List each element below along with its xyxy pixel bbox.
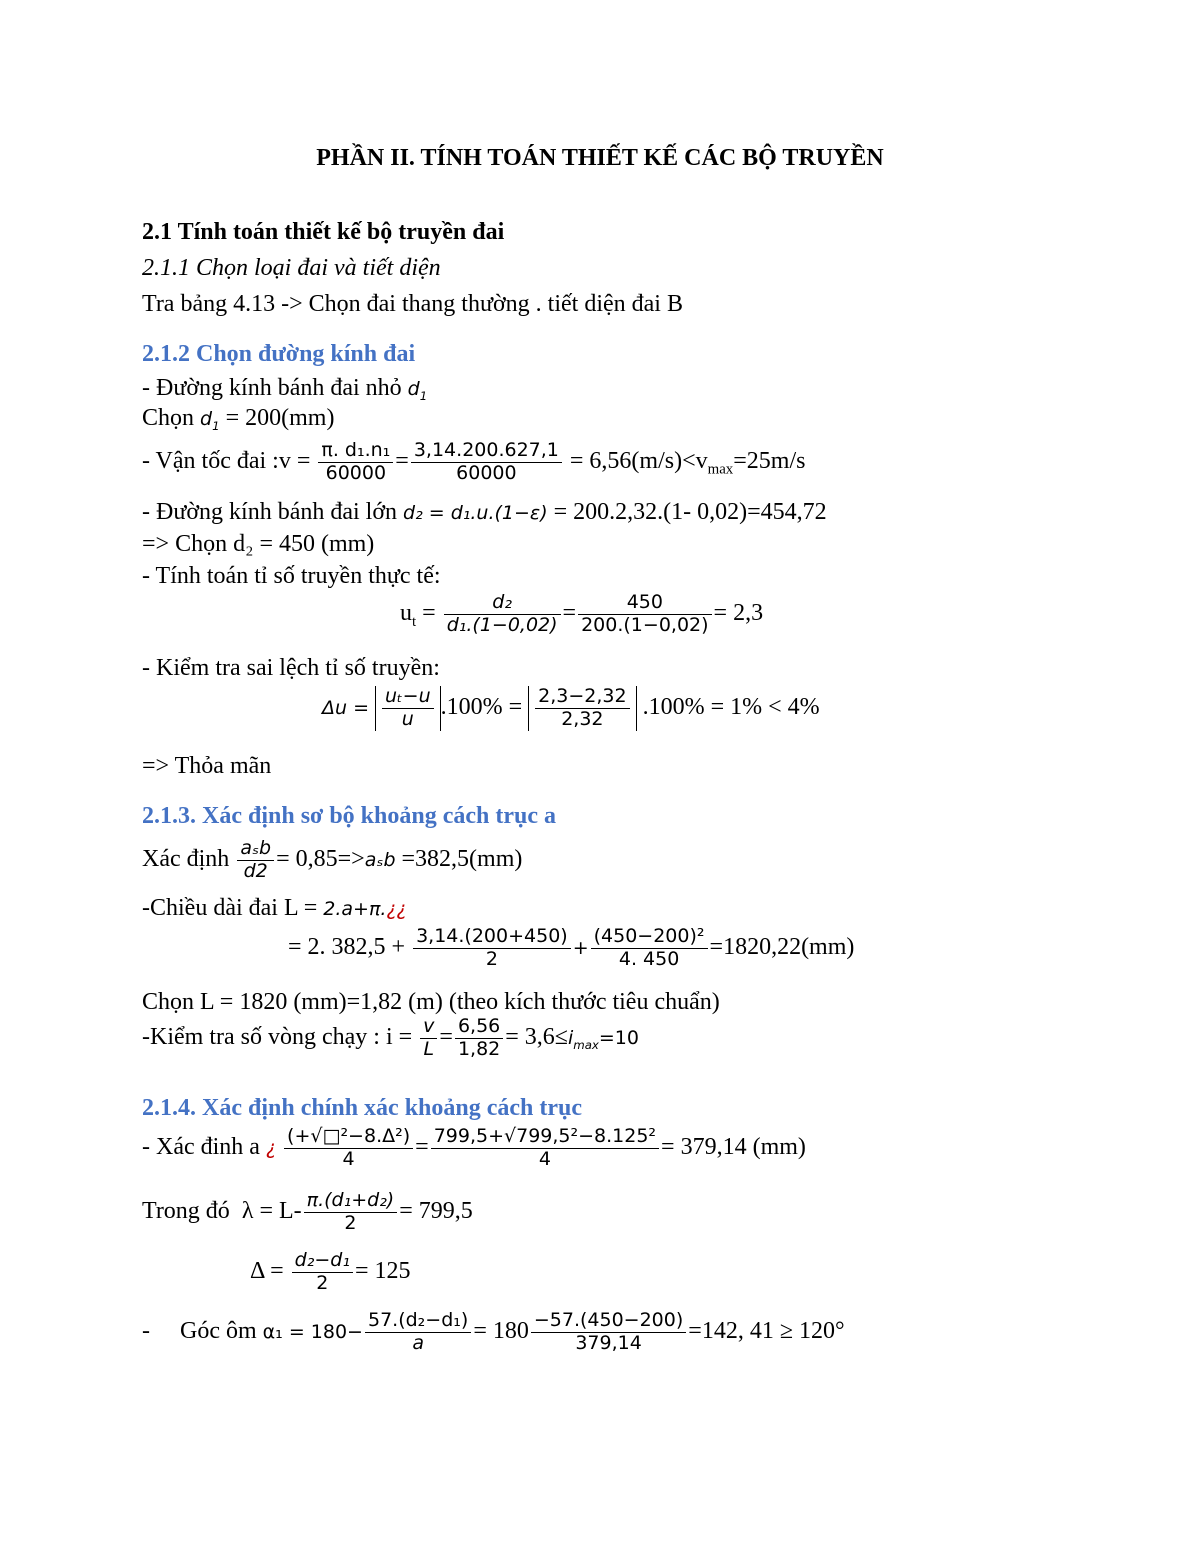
section-2-1-1-heading: 2.1.1 Chọn loại đai và tiết diện <box>142 255 441 281</box>
delta-fraction <box>292 1250 353 1295</box>
goc-num-2: −57.(450−200) <box>531 1310 686 1333</box>
du-lhs: Δu = <box>322 696 369 719</box>
small-pulley-line <box>142 376 427 403</box>
asb-ratio: = 0,85=> <box>276 845 365 872</box>
belt-length-calc-pre: = 2. 382,5 + <box>288 933 406 960</box>
satisfied-line: => Thỏa mãn <box>142 753 272 779</box>
i-fraction-2 <box>455 1016 503 1061</box>
du-fraction-1 <box>382 686 434 731</box>
speed-fraction-1 <box>318 440 393 485</box>
lambda-label: Trong đó <box>142 1197 230 1224</box>
choose-d1-text: Chọn <box>142 405 195 431</box>
deviation-formula <box>322 686 820 731</box>
lambda-line <box>142 1190 473 1235</box>
vmax-sub: max <box>707 461 734 478</box>
ut-fraction-1 <box>444 592 561 637</box>
du-num-2: 2,3−2,32 <box>535 686 629 709</box>
i-num-1: v <box>420 1016 437 1039</box>
table-lookup-line: Tra bảng 4.13 -> Chọn đai thang thường . tiết diện đai B <box>142 291 683 317</box>
large-pulley-result: = 200.2,32.(1- 0,02)=454,72 <box>553 499 827 525</box>
page-title: PHẦN II. TÍNH TOÁN THIẾT KẾ CÁC BỘ TRUYỀN <box>316 145 884 171</box>
a-fraction-1 <box>284 1126 413 1171</box>
speed-fraction-2 <box>411 440 562 485</box>
run-count-line: -Kiểm tra số vòng chạy : i = $\frac{v}{L}$ = $\frac{6,56}{1,82}$ = $3,6\le i_{max}=10$ <box>142 1015 639 1060</box>
lambda-num: π.(d₁+d₂) <box>304 1190 398 1213</box>
ut-fraction-2 <box>578 592 711 637</box>
asb-fraction <box>237 838 274 883</box>
ut-den-1: d₁.(1−0,02) <box>446 613 558 636</box>
small-pulley-text: - Đường kính bánh đai nhỏ <box>142 375 402 401</box>
speed-num-2: 3,14.200.627,1 <box>411 440 562 463</box>
belt-length-red: ¿¿ <box>386 898 407 920</box>
asb-label: Xác định <box>142 845 230 872</box>
i-den-1: L <box>423 1037 435 1060</box>
i-fraction-1 <box>420 1016 437 1061</box>
delta-den: 2 <box>316 1271 329 1294</box>
speed-den-1: 60000 <box>325 461 387 484</box>
a-num-2: 799,5+√799,5²−8.125² <box>431 1126 659 1149</box>
d1-symbol: $d_1$ <box>407 378 428 403</box>
ratio-calc-line: - Tính toán tỉ số truyền thực tế: <box>142 563 441 589</box>
wrap-angle-dash: - <box>142 1317 150 1344</box>
lambda-lhs: λ = L- <box>241 1197 302 1224</box>
speed-num-1: π. d₁.n₁ <box>318 440 393 463</box>
delta-lhs: Δ = <box>250 1257 284 1284</box>
delta-num: d₂−d₁ <box>292 1250 353 1273</box>
belt-length-formula: 2.a+π. <box>323 898 387 920</box>
wrap-angle-label: Góc ôm <box>180 1317 257 1344</box>
speed-den-2: 60000 <box>456 461 517 484</box>
choose-d1-value: = 200(mm) <box>225 405 335 431</box>
a-num-1: (+√□²−8.Δ²) <box>284 1126 413 1149</box>
imax-symbol: $i_{max}$ <box>567 1026 599 1052</box>
du-mid: .100% = <box>440 693 523 720</box>
a-den-2: 4 <box>538 1147 551 1170</box>
asb-den: d2 <box>243 859 268 882</box>
run-count-label: -Kiểm tra số vòng chạy : i = <box>142 1023 413 1050</box>
deviation-check-line: - Kiểm tra sai lệch tỉ số truyền: <box>142 655 440 681</box>
ut-num-1: d₂ <box>444 592 561 615</box>
a-den-1: 4 <box>342 1147 355 1170</box>
delta-result: = 125 <box>354 1257 411 1284</box>
goc-den-2: 379,14 <box>575 1331 642 1354</box>
abs-bar-1 <box>375 686 441 731</box>
actual-ratio-formula: $u_t$ = $\frac{\text{d₂}}{\text{d₁.(1−0,02)}}$ = $\frac{450}{200.(1-0,02)}$ = 2,3 <box>400 591 764 636</box>
l-num-2: (450−200)² <box>591 926 708 949</box>
d1-symbol: $d_1$ <box>200 408 220 433</box>
goc-fraction-2 <box>531 1310 686 1355</box>
belt-length-line <box>142 896 407 920</box>
ut-num-2: 450 <box>578 592 711 615</box>
speed-result: = 6,56(m/s)<v <box>569 447 708 474</box>
abs-bar-2 <box>528 686 636 731</box>
asb-line <box>142 838 522 883</box>
lambda-fraction <box>304 1190 398 1235</box>
section-2-1-4-heading: 2.1.4. Xác định chính xác khoảng cách trục <box>142 1095 583 1121</box>
goc-den-1: a <box>412 1331 424 1354</box>
asb-num: aₛb <box>237 838 274 861</box>
i-den-2: 1,82 <box>457 1037 501 1060</box>
choose-d2-line: => Chọn d₂ = 450 (mm) <box>142 531 375 557</box>
l-num-1: 3,14.(200+450) <box>413 926 571 949</box>
du-num-1: uₜ−u <box>382 686 434 709</box>
delta-line <box>250 1250 410 1295</box>
large-pulley-label: - Đường kính bánh đai lớn <box>142 499 398 525</box>
wrap-angle-line <box>142 1310 845 1355</box>
l-den-2: 4. 450 <box>618 947 680 970</box>
lambda-den: 2 <box>344 1211 357 1234</box>
l-fraction-2 <box>591 926 708 971</box>
du-result: .100% = 1% < 4% <box>642 693 820 720</box>
du-den-1: u <box>401 707 414 730</box>
section-2-1-heading: 2.1 Tính toán thiết kế bộ truyền đai <box>142 219 505 245</box>
belt-speed-label: - Vận tốc đai :v = <box>142 447 311 474</box>
i-num-2: 6,56 <box>455 1016 503 1039</box>
goc-result: =142, 41 ≥ 120° <box>688 1317 845 1344</box>
goc-mid: = 180 <box>473 1317 529 1344</box>
exact-a-label: - Xác đinh a <box>142 1133 260 1160</box>
du-den-2: 2,32 <box>561 707 604 730</box>
speed-result-2: =25m/s <box>733 447 806 474</box>
ut-result: = 2,3 <box>713 599 764 626</box>
i-result: = 3,6≤ <box>505 1023 568 1050</box>
choose-length-line: Chọn L = 1820 (mm)=1,82 (m) (theo kích thước tiêu chuẩn) <box>142 989 720 1015</box>
goc-fraction-1 <box>365 1310 471 1355</box>
section-2-1-3-heading: 2.1.3. Xác định sơ bộ khoảng cách trục a <box>142 803 557 829</box>
l-plus: + <box>572 936 589 959</box>
exact-a-line: - Xác đinh a ¿ $\frac{\text{(+√□²−8.Δ²)}}{4}$ = $\frac{\text{799,5+√799,5²−8.125²}}{4}$ = 379,14 (mm) <box>142 1125 806 1170</box>
belt-length-label: -Chiều dài đai L = <box>142 895 318 921</box>
ut-lhs: $u_t$ = <box>400 599 436 630</box>
l-fraction-1 <box>413 926 571 971</box>
du-fraction-2 <box>535 686 629 731</box>
asb-symbol: aₛb <box>364 848 396 871</box>
asb-result: =382,5(mm) <box>401 845 523 872</box>
wrap-angle-alpha: α₁ = 180− <box>262 1320 363 1343</box>
section-2-1-2-heading: 2.1.2 Chọn đường kính đai <box>142 341 416 367</box>
lambda-result: = 799,5 <box>399 1197 473 1224</box>
belt-speed-line: - Vận tốc đai :v = $\frac{\text{π. d₁.n₁}}{60000}$ = $\frac{3,14.200.627,1}{60000}$ = $6,56(m/s)<v_{max}=25m/s$ <box>142 439 806 484</box>
a-fraction-2 <box>431 1126 659 1171</box>
d2-formula: d₂ = d₁.u.(1−ε) <box>403 502 548 524</box>
ut-den-2: 200.(1−0,02) <box>581 613 709 636</box>
exact-a-red: ¿ <box>265 1136 277 1159</box>
a-result: = 379,14 (mm) <box>661 1133 806 1160</box>
large-pulley-line <box>142 500 827 524</box>
choose-d1-line <box>142 406 334 433</box>
belt-length-calc <box>288 926 854 971</box>
imax-value: =10 <box>598 1026 639 1049</box>
goc-num-1: 57.(d₂−d₁) <box>365 1310 471 1333</box>
l-result: =1820,22(mm) <box>709 933 855 960</box>
l-den-1: 2 <box>485 947 498 970</box>
